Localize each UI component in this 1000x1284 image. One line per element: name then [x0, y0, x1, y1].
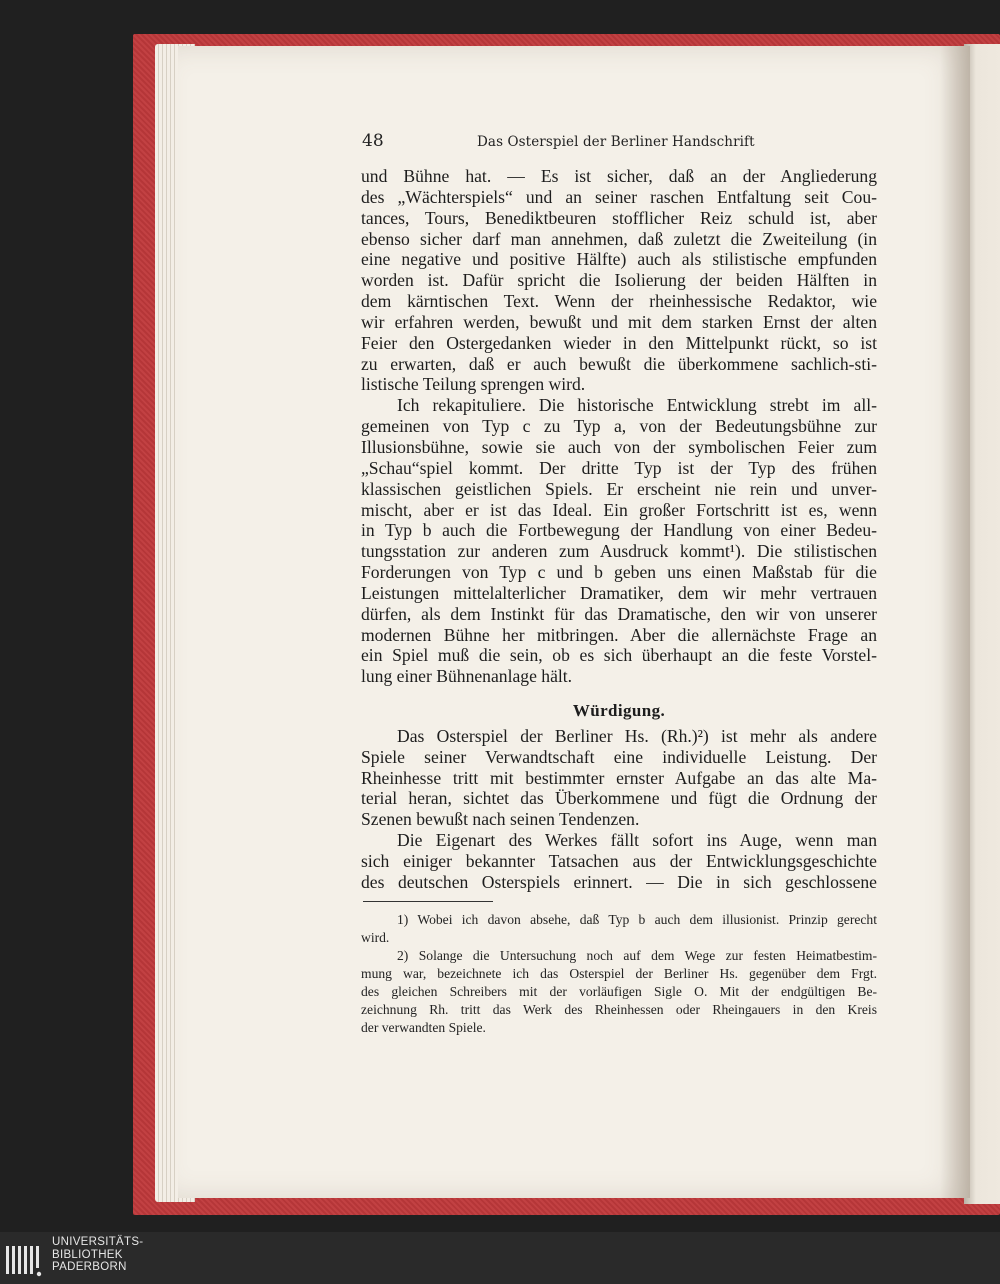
text-line: lung einer Bühnenanlage hält.	[361, 666, 573, 687]
library-name	[52, 1236, 143, 1274]
library-name-line: UNIVERSITÄTS-	[52, 1236, 144, 1248]
footnotes	[361, 911, 877, 1037]
text-line: ein Spiel muß die sein, ob es sich überhaupt an die feste Vorstel-	[361, 645, 877, 666]
text-line: Spiele seiner Verwandtschaft eine individuelle Leistung. Der	[361, 746, 877, 767]
text-line: in Typ b auch die Fortbewegung der Handlung von einer Bedeu-	[361, 520, 877, 541]
footnote-line: 2) Solange die Untersuchung noch auf dem Wege zur festen Heimatbestim-	[397, 948, 877, 963]
library-name-line: BIBLIOTHEK	[52, 1248, 123, 1261]
text-line: Forderungen von Typ c und b geben uns einen Maßstab für die	[361, 562, 877, 583]
footnote-line: der verwandten Spiele.	[361, 1020, 486, 1035]
text-line: dem kärntischen Text. Wenn der rheinhessische Redaktor, wie	[361, 291, 877, 312]
text-line: klassischen geistlichen Spiels. Er erscheint nie rein und unver-	[361, 478, 877, 499]
page-number: 48	[362, 131, 384, 151]
text-line: wir erfahren werden, bewußt und mit dem starken Ernst der alten	[361, 311, 877, 332]
text-line: Leistungen mittelalterlicher Dramatiker, dem wir mehr vertrauen	[361, 582, 877, 603]
text-line: gemeinen von Typ c zu Typ a, von der Bedeutungsbühne zur	[361, 416, 877, 437]
text-line: terial heran, sichtet das Überkommene und fügt die Ordnung der	[361, 788, 877, 809]
footnote-line: wird.	[361, 930, 390, 945]
gutter-shadow	[940, 46, 970, 1198]
text-line: dürfen, als dem Instinkt für das Dramatische, den wir von unserer	[361, 603, 877, 624]
text-line: Rheinhesse tritt mit bestimmter ernster Aufgabe an das alte Ma-	[361, 767, 877, 788]
text-line: des deutschen Osterspiels erinnert. — Die in sich geschlossene	[361, 871, 877, 892]
text-line: Die Eigenart des Werkes fällt sofort ins Auge, wenn man	[397, 830, 877, 851]
footnote-line: mung war, bezeichnete ich das Osterspiel der Berliner Hs. gegenüber dem Frgt.	[361, 966, 877, 981]
text-line: tungsstation zur anderen zum Ausdruck kommt¹). Die stilistischen	[361, 541, 877, 562]
footnote-line: 1) Wobei ich davon absehe, daß Typ b auch dem illusionist. Prinzip gerecht	[397, 912, 877, 927]
text-line: Feier den Ostergedanken wieder in den Mittelpunkt rückt, so ist	[361, 332, 877, 353]
text-line: tances, Tours, Benediktbeuren stofflicher Reiz schuld ist, aber	[361, 207, 877, 228]
running-title: Das Osterspiel der Berliner Handschrift	[477, 134, 755, 150]
section-heading: Würdigung.	[572, 701, 666, 721]
footnote-line: zeichnung Rh. tritt das Werk des Rheinhessen oder Rheingauers in den Kreis	[361, 1002, 877, 1017]
text-line: zu erwarten, daß er auch bewußt die überkommene sachlich-sti-	[361, 353, 877, 374]
text-line: listische Teilung sprengen wird.	[361, 374, 586, 395]
main-text	[361, 166, 877, 893]
footnote-rule	[363, 901, 493, 902]
text-line: modernen Bühne her mitbringen. Aber die allernächste Frage an	[361, 624, 877, 645]
text-line: mischt, aber er ist das Ideal. Ein großer Fortschritt ist es, wenn	[361, 499, 877, 520]
text-line: sich einiger bekannter Tatsachen aus der Entwicklungsgeschichte	[361, 851, 877, 871]
text-line: Das Osterspiel der Berliner Hs. (Rh.)²) ist mehr als andere	[397, 725, 877, 746]
library-footer-bar	[0, 1232, 1000, 1284]
text-line: ebenso sicher darf man annehmen, daß zuletzt die Zweiteilung (in	[361, 228, 877, 249]
text-line: Ich rekapituliere. Die historische Entwicklung strebt im all-	[397, 395, 877, 416]
text-line: worden ist. Dafür spricht die Isolierung der beiden Hälften in	[361, 270, 877, 291]
text-line: und Bühne hat. — Es ist sicher, daß an der Angliederung	[361, 166, 877, 186]
library-name-line: PADERBORN	[52, 1261, 127, 1273]
text-line: des „Wächterspiels“ und an seiner raschen Entfaltung seit Cou-	[361, 186, 877, 207]
text-line: eine negative und positive Hälfte) auch als stilistische empfunden	[361, 249, 877, 270]
running-head	[362, 133, 877, 153]
text-line: Szenen bewußt nach seinen Tendenzen.	[361, 809, 640, 830]
footnote-line: des gleichen Schreibers mit der vorläufigen Sigle O. Mit der endgültigen Be-	[361, 984, 877, 999]
text-line: Illusionsbühne, sowie sie auch von der symbolischen Feier zum	[361, 436, 877, 457]
text-line: „Schau“spiel kommt. Der dritte Typ ist der Typ des frühen	[361, 457, 877, 478]
library-logo-icon	[4, 1240, 44, 1278]
